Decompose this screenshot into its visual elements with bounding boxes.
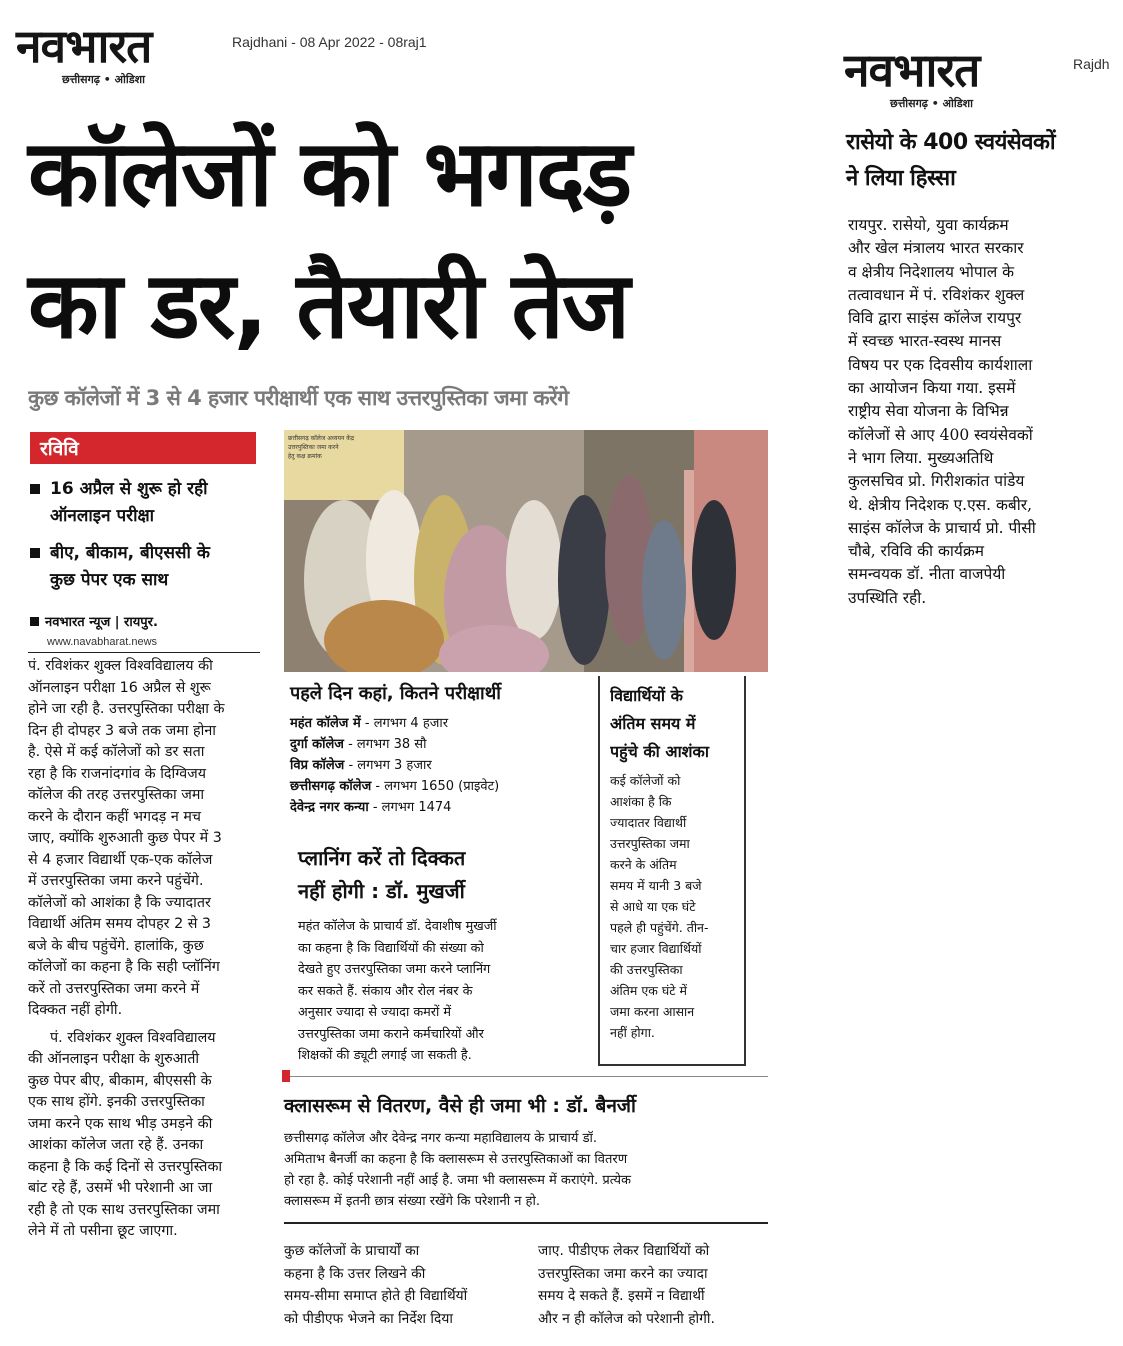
right-article-line: थे. क्षेत्रीय निदेशक ए.एस. कबीर, [848, 495, 1033, 514]
right-article-line: कॉलेजों से आए 400 स्वयंसेवकों [848, 425, 1033, 444]
bottom-line: जाए. पीडीएफ लेकर विद्यार्थियों को [538, 1243, 710, 1259]
right-article-line: कुलसचिव प्रो. गिरीशकांत पांडेय [848, 472, 1025, 491]
right-article-body [848, 214, 1102, 610]
body-line: होने जा रही है. उत्तरपुस्तिका परीक्षा के [28, 701, 225, 717]
right-article-line: राष्ट्रीय सेवा योजना के विभिन्न [848, 402, 1009, 421]
body-line: दिन ही दोपहर 3 बजे तक जमा होना [28, 722, 216, 739]
classroom-line: छत्तीसगढ़ कॉलेज और देवेन्द्र नगर कन्या महाविद्यालय के प्राचार्य डॉ. [284, 1131, 598, 1146]
bullet-1 [30, 476, 260, 530]
count-box-title: पहले दिन कहां, कितने परीक्षार्थी [290, 683, 501, 704]
planning-body [298, 916, 598, 1067]
sidebar-line: ज्यादातर विद्यार्थी [610, 815, 687, 830]
right-article-line: चौबे, रविवि की कार्यक्रम [848, 542, 985, 561]
body-line: आशंका कॉलेज जता रहे हैं. उनका [28, 1137, 204, 1153]
sidebar-title-line: अंतिम समय में [610, 714, 696, 733]
bottom-line: कहना है कि उत्तर लिखने की [284, 1265, 426, 1282]
body-line: दिक्कत नहीं होगी. [28, 1002, 123, 1018]
masthead-logo-right: नवभारत [844, 43, 980, 97]
count-row-value: - लगभग 38 सौ [343, 737, 427, 752]
bullet-1-line-1: 16 अप्रैल से शुरू हो रही [50, 479, 208, 499]
count-row [290, 797, 600, 818]
headline-line-2: का डर, तैयारी तेज [28, 252, 629, 359]
planning-line: महंत कॉलेज के प्राचार्य डॉ. देवाशीष मुखर्जी [298, 919, 497, 934]
bullet-square-icon [30, 548, 40, 558]
right-article-line: व क्षेत्रीय निदेशालय भोपाल के [848, 262, 1015, 281]
bullet-2-line-2: कुछ पेपर एक साथ [50, 570, 169, 590]
section-tag: रविवि [30, 432, 256, 464]
bottom-column-2 [538, 1240, 770, 1330]
edition-info: Rajdhani - 08 Apr 2022 - 08raj1 [232, 34, 427, 50]
byline-place: रायपुर. [124, 615, 158, 630]
body-line: रहा है कि राजनांदगांव के दिग्विजय [28, 765, 207, 782]
body-line: एक साथ होंगे. इनकी उत्तरपुस्तिका [28, 1094, 205, 1110]
sidebar-line: जमा करना आसान [610, 1004, 695, 1019]
right-article-line: और खेल मंत्रालय भारत सरकार [848, 239, 1024, 258]
bullet-2 [30, 540, 260, 594]
planning-section [298, 842, 598, 1067]
body-line: रही है तो एक साथ उत्तरपुस्तिका जमा [28, 1201, 220, 1218]
count-row [290, 776, 600, 797]
body-line: ऑनलाइन परीक्षा 16 अप्रैल से शुरू [28, 679, 211, 696]
photo-notice-line: हेतु कक्ष क्रमांक [288, 453, 322, 460]
count-row-college: छत्तीसगढ़ कॉलेज [290, 779, 372, 794]
bottom-line: समय-सीमा समाप्त होते ही विद्यार्थियों [284, 1288, 468, 1304]
count-row-college: दुर्गा कॉलेज [290, 737, 344, 752]
sidebar-box [598, 676, 746, 1066]
classroom-title: क्लासरूम से वितरण, वैसे ही जमा भी : डॉ. बैनर्जी [284, 1095, 636, 1117]
sidebar-line: कई कॉलेजों को [610, 773, 681, 788]
sidebar-line: से आधे या एक घंटे [610, 899, 696, 914]
byline-source: नवभारत न्यूज [45, 615, 111, 630]
sidebar-line: पहले ही पहुंचेंगे. तीन- [610, 920, 709, 935]
bottom-column-1 [284, 1240, 516, 1330]
count-row-value: - लगभग 1650 (प्राइवेट) [371, 779, 500, 794]
bullet-1-line-2: ऑनलाइन परीक्षा [50, 506, 155, 526]
sidebar-line: उत्तरपुस्तिका जमा [610, 836, 690, 851]
count-box-rows [290, 713, 600, 818]
body-line: में उत्तरपुस्तिका जमा करने पहुंचेंगे. [28, 873, 204, 889]
bullet-square-icon [30, 484, 40, 494]
right-article-title-1: रासेयो के 400 स्वयंसेवकों [846, 130, 1056, 155]
body-line: जाए, क्योंकि शुरुआती कुछ पेपर में 3 [28, 830, 222, 846]
classroom-body [284, 1128, 768, 1212]
photo-notice-board [288, 434, 404, 461]
planning-line: शिक्षकों की ड्यूटी लगाई जा सकती है. [298, 1048, 472, 1063]
bullet-2-line-1: बीए, बीकाम, बीएससी के [50, 543, 210, 563]
count-row-college: देवेन्द्र नगर कन्या [290, 800, 369, 815]
sidebar-line: नहीं होगा. [610, 1025, 655, 1040]
classroom-red-marker [282, 1070, 290, 1082]
body-line: बजे के बीच पहुंचेंगे. हालांकि, कुछ [28, 937, 204, 954]
body-line: कॉलेजों को आशंका है कि ज्यादातर [28, 894, 211, 911]
masthead-logo: नवभारत [16, 19, 152, 73]
bottom-line: समय दे सकते हैं. इसमें न विद्यार्थी [538, 1288, 705, 1304]
right-article-line: ने भाग लिया. मुख्यअतिथि [848, 448, 994, 467]
classroom-line: हो रहा है. कोई परेशानी नहीं आई है. जमा भी क्लासरूम में कराएंगे. प्रत्येक [284, 1173, 632, 1188]
planning-line: देखते हुए उत्तरपुस्तिका जमा करने प्लानिंग [298, 962, 491, 977]
sidebar-line: की उत्तरपुस्तिका [610, 962, 683, 977]
body-line: कॉलेज की तरह उत्तरपुस्तिका जमा [28, 787, 205, 803]
right-article-line: साइंस कॉलेज के प्राचार्य प्रो. पीसी [848, 518, 1036, 537]
right-article-line: समन्वयक डॉ. नीता वाजपेयी [848, 565, 1006, 584]
bottom-line: और न ही कॉलेज को परेशानी होगी. [538, 1310, 715, 1327]
crowd-photo-illustration [284, 430, 768, 672]
right-article-line: का आयोजन किया गया. इसमें [848, 379, 1016, 398]
byline-website: www.navabharat.news [47, 636, 158, 648]
sidebar-line: चार हजार विद्यार्थियों [610, 941, 702, 956]
sidebar-title-line: पहुंचे की आशंका [610, 742, 709, 761]
sidebar-title [600, 676, 744, 766]
masthead-subtitle: छत्तीसगढ़ • ओडिशा [62, 73, 145, 86]
right-article-line: विवि द्वारा साइंस कॉलेज रायपुर [848, 309, 1022, 328]
bottom-line: कुछ कॉलेजों के प्राचार्यों का [284, 1243, 420, 1259]
classroom-line: अमिताभ बैनर्जी का कहना है कि क्लासरूम से उत्तरपुस्तिकाओं का वितरण [284, 1152, 628, 1167]
count-row-college: विप्र कॉलेज [290, 758, 345, 773]
right-article-line: उपस्थिति रही. [848, 588, 927, 607]
planning-title-1: प्लानिंग करें तो दिक्कत [298, 846, 466, 870]
body-line: लेने में तो पसीना छूट जाएगा. [28, 1223, 178, 1239]
sidebar-line: समय में यानी 3 बजे [610, 878, 702, 893]
right-article-line: में स्वच्छ भारत-स्वस्थ मानस [848, 332, 1002, 351]
bottom-rule [284, 1222, 768, 1224]
count-row-college: महंत कॉलेज में [290, 716, 361, 731]
planning-line: उत्तरपुस्तिका जमा कराने कर्मचारियों और [298, 1026, 484, 1042]
body-line: करें तो उत्तरपुस्तिका जमा करने में [28, 980, 200, 997]
headline-line-1: कॉलेजों को भगदड़ [28, 120, 631, 227]
count-row-value: - लगभग 1474 [368, 800, 452, 815]
right-article-title-2: ने लिया हिस्सा [846, 166, 956, 191]
body-line: कॉलेजों का कहना है कि सही प्लॉनिंग [28, 959, 220, 975]
body-line: कहना है कि कई दिनों से उत्तरपुस्तिका [28, 1158, 223, 1175]
masthead-subtitle-right: छत्तीसगढ़ • ओडिशा [890, 97, 973, 110]
sidebar-line: अंतिम एक घंटे में [610, 983, 687, 998]
count-row [290, 755, 600, 776]
planning-line: का कहना है कि विद्यार्थियों की संख्या को [298, 940, 484, 956]
sidebar-body [600, 766, 744, 1043]
bottom-line: उत्तरपुस्तिका जमा करने का ज्यादा [538, 1265, 708, 1282]
right-article-line: रायपुर. रासेयो, युवा कार्यक्रम [848, 216, 1009, 234]
body-line: कुछ पेपर बीए, बीकाम, बीएससी के [28, 1072, 212, 1089]
body-line: से 4 हजार विद्यार्थी एक-एक कॉलेज [28, 851, 213, 868]
right-article-line: तत्वावधान में पं. रविशंकर शुक्ल [848, 285, 1025, 304]
body-line: है. ऐसे में कई कॉलेजों को डर सता [28, 744, 205, 760]
body-line: की ऑनलाइन परीक्षा के शुरुआती [28, 1051, 200, 1067]
planning-title-2: नहीं होगी : डॉ. मुखर्जी [298, 879, 465, 903]
sidebar-line: करने के अंतिम [610, 857, 677, 872]
subheadline: कुछ कॉलेजों में 3 से 4 हजार परीक्षार्थी एक साथ उत्तरपुस्तिका जमा करेंगे [28, 386, 569, 410]
byline-rule [28, 652, 260, 653]
bottom-line: को पीडीएफ भेजने का निर्देश दिया [284, 1310, 453, 1327]
byline: नवभारत न्यूज | रायपुर. [30, 612, 158, 630]
body-line: बांट रहे हैं, उसमें भी परेशानी आ जा [28, 1180, 213, 1196]
sidebar-title-line: विद्यार्थियों के [610, 686, 683, 705]
body-line: पं. रविशंकर शुक्ल विश्वविद्यालय [50, 1029, 216, 1046]
planning-line: कर सकते हैं. संकाय और रोल नंबर के [298, 983, 473, 999]
count-box [290, 680, 600, 818]
count-row [290, 713, 600, 734]
body-line: जमा करने एक साथ भीड़ उमड़ने की [28, 1115, 213, 1132]
body-line: करने के दौरान कहीं भगदड़ न मच [28, 808, 201, 825]
edition-info-right: Rajdh [1073, 56, 1110, 72]
photo-notice-line: छत्तीसगढ़ कॉलेज अध्ययन केंद्र [288, 435, 355, 442]
byline-square-icon [30, 617, 39, 626]
count-row-value: - लगभग 3 हजार [344, 758, 432, 773]
count-row [290, 734, 600, 755]
right-article-line: विषय पर एक दिवसीय कार्यशाला [848, 355, 1033, 374]
sidebar-line: आशंका है कि [610, 794, 672, 809]
main-body [28, 656, 260, 1243]
planning-line: अनुसार ज्यादा से ज्यादा कमरों में [298, 1005, 452, 1020]
count-row-value: - लगभग 4 हजार [360, 716, 449, 731]
classroom-line: क्लासरूम में इतनी छात्र संख्या रखेंगे कि परेशानी न हो. [284, 1194, 540, 1209]
classroom-top-rule [290, 1076, 768, 1077]
news-photo [284, 430, 768, 672]
photo-notice-line: उत्तरपुस्तिका जमा करने [288, 444, 339, 451]
body-line: विद्यार्थी अंतिम समय दोपहर 2 से 3 [28, 916, 212, 932]
body-line: पं. रविशंकर शुक्ल विश्वविद्यालय की [28, 658, 213, 674]
